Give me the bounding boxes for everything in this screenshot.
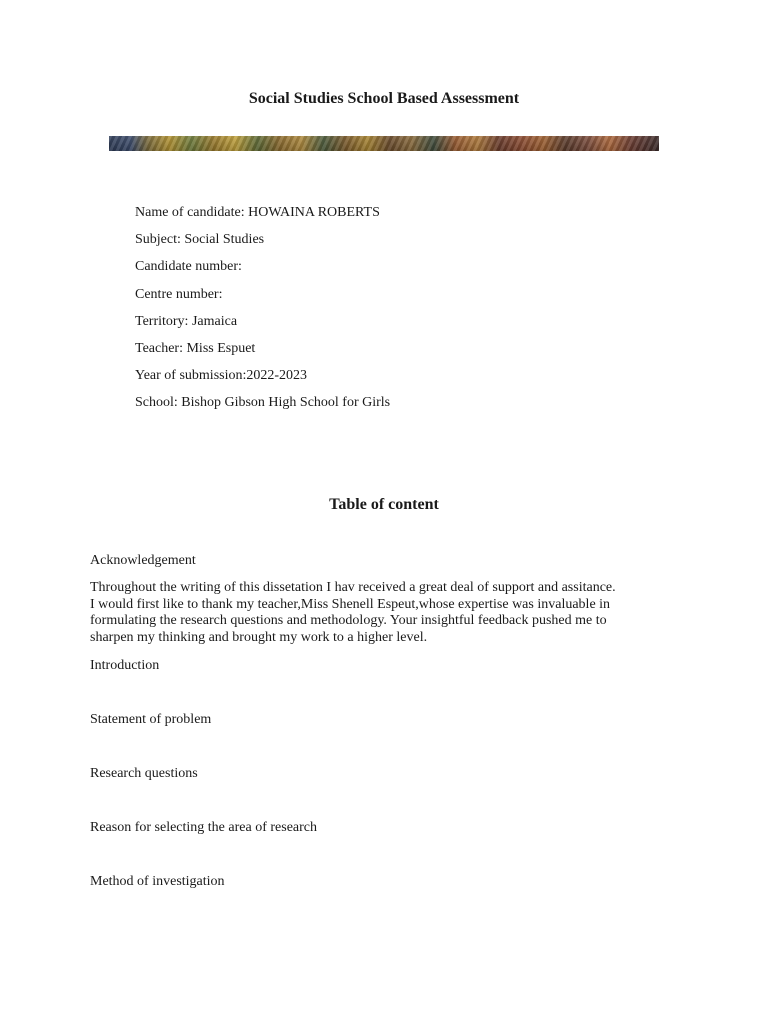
year-of-submission-line: Year of submission:2022-2023 [135,368,308,384]
table-of-content-heading: Table of content [329,496,439,513]
decorative-banner-image [109,136,659,151]
reason-for-selecting-heading: Reason for selecting the area of research [90,820,317,835]
method-of-investigation-heading: Method of investigation [90,874,225,889]
acknowledgement-heading: Acknowledgement [90,553,196,568]
acknowledgement-line: formulating the research questions and methodology. Your insightful feedback pushed me to [90,613,607,628]
territory-line: Territory: Jamaica [135,313,238,329]
candidate-name-line: Name of candidate: HOWAINA ROBERTS [135,205,380,220]
centre-number-line: Centre number: [135,286,223,302]
document-title: Social Studies School Based Assessment [248,90,520,107]
research-questions-heading: Research questions [90,766,198,781]
candidate-number-line: Candidate number: [135,259,242,275]
acknowledgement-paragraph [90,580,670,646]
acknowledgement-line: Throughout the writing of this dissetation I hav received a great deal of support and assitance. [90,580,616,595]
school-line: School: Bishop Gibson High School for Girls [135,395,391,411]
acknowledgement-line: sharpen my thinking and brought my work to a higher level. [90,629,428,645]
introduction-heading: Introduction [90,658,160,673]
subject-line: Subject: Social Studies [135,232,265,248]
teacher-line: Teacher: Miss Espuet [135,341,256,357]
statement-of-problem-heading: Statement of problem [90,712,212,727]
candidate-info-block [135,199,390,417]
acknowledgement-line: I would first like to thank my teacher,Miss Shenell Espeut,whose expertise was invaluable in [90,596,611,612]
